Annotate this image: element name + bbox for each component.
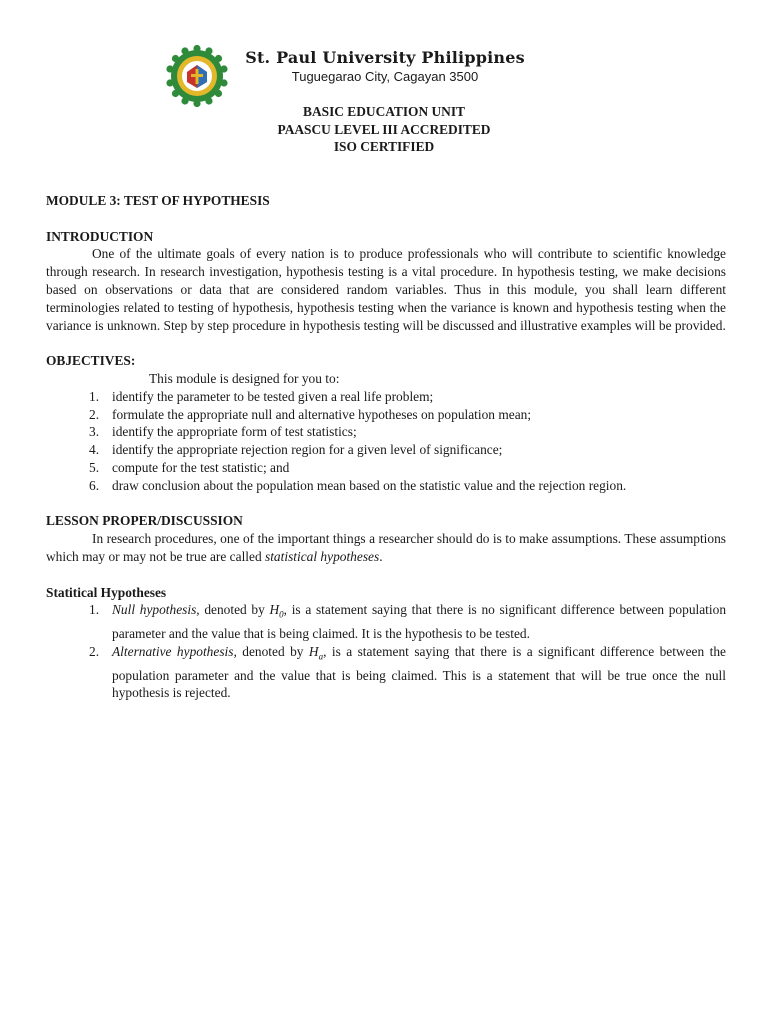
list-item: [46, 601, 726, 642]
lesson-text-end: .: [379, 548, 383, 564]
hypothesis-denoted: , denoted by: [196, 602, 270, 618]
list-number: 2.: [89, 644, 100, 660]
hypothesis-symbol: [308, 644, 324, 662]
list-item: [46, 423, 726, 441]
list-number: 5.: [89, 459, 100, 475]
objective-text: identify the parameter to be tested given a real life problem;: [112, 388, 434, 404]
introduction-paragraph: One of the ultimate goals of every nation is to produce professionals who will contribute to scientific knowledge through research. In research investigation, hypothesis testing is a vital procedure. In hypothesis testing, we make decisions based on observations or data that are considered random variables. Thus in this module, you shall learn different terminologies related to testing of hypothesis, hypothesis testing when the variance is known and hypothesis testing when the variance is unknown. Step by step procedure in hypothesis testing will be discussed and illustrative examples will be provided.: [46, 246, 726, 333]
hypothesis-denoted: denoted by: [236, 644, 309, 660]
lesson-paragraph: [46, 530, 726, 566]
hypothesis-symbol: [269, 602, 284, 620]
hypotheses-list: [46, 601, 726, 702]
symbol-letter: H: [269, 602, 280, 618]
list-item: [46, 643, 726, 702]
list-number: 1.: [89, 388, 100, 404]
list-number: 3.: [89, 424, 100, 440]
list-number: 2.: [89, 406, 100, 422]
objective-text: compute for the test statistic; and: [112, 459, 290, 475]
list-item: [46, 459, 726, 477]
list-item: [46, 388, 726, 406]
list-item: [46, 406, 726, 424]
list-number: 1.: [89, 602, 100, 618]
hypothesis-definition: , is a statement saying that there is no significant difference between population parameter and the value that is being claimed. It is the hypothesis to be tested.: [112, 602, 727, 641]
list-item: [46, 477, 726, 495]
objective-text: identify the appropriate form of test statistics;: [112, 424, 357, 440]
hypotheses-heading: Statitical Hypotheses: [46, 584, 167, 600]
lesson-heading: LESSON PROPER/DISCUSSION: [46, 513, 243, 529]
university-name: St. Paul University Philippines: [245, 48, 525, 67]
accreditation-line: PAASCU LEVEL III ACCREDITED: [277, 121, 491, 137]
lesson-term: statistical hypotheses: [265, 548, 380, 564]
list-item: [46, 441, 726, 459]
introduction-heading: INTRODUCTION: [46, 228, 154, 244]
objective-text: draw conclusion about the population mean based on the statistic value and the rejection region.: [112, 477, 627, 493]
module-content: [46, 192, 726, 702]
university-seal-logo: [166, 45, 228, 107]
list-number: 6.: [89, 477, 100, 493]
lesson-text: In research procedures, one of the important things a researcher should do is to make assumptions. These assumptions which may or may not be true are called: [46, 531, 726, 564]
module-title: MODULE 3: TEST OF HYPOTHESIS: [46, 193, 270, 208]
objectives-heading: OBJECTIVES:: [46, 353, 136, 369]
symbol-subscript: 0: [279, 610, 284, 620]
hypothesis-term: Alternative hypothesis,: [112, 644, 237, 660]
symbol-subscript: a: [318, 651, 324, 662]
objectives-list: [46, 388, 726, 495]
hypothesis-term: Null hypothesis: [112, 602, 197, 618]
university-address: Tuguegarao City, Cagayan 3500: [291, 69, 479, 84]
hypothesis-definition: , is a statement saying that there is a significant difference between the population parameter and the value that is being claimed. This is a statement that will be true once the null hypothesis is rejected.: [112, 644, 726, 701]
symbol-letter: H: [308, 644, 319, 660]
accreditation-block: [0, 103, 768, 156]
objective-text: formulate the appropriate null and alternative hypotheses on population mean;: [112, 406, 532, 422]
objectives-intro: This module is designed for you to:: [149, 370, 340, 386]
certification-line: ISO CERTIFIED: [333, 139, 435, 154]
objective-text: identify the appropriate rejection region for a given level of significance;: [112, 442, 503, 458]
list-number: 4.: [89, 442, 100, 458]
unit-line: BASIC EDUCATION UNIT: [303, 104, 465, 119]
